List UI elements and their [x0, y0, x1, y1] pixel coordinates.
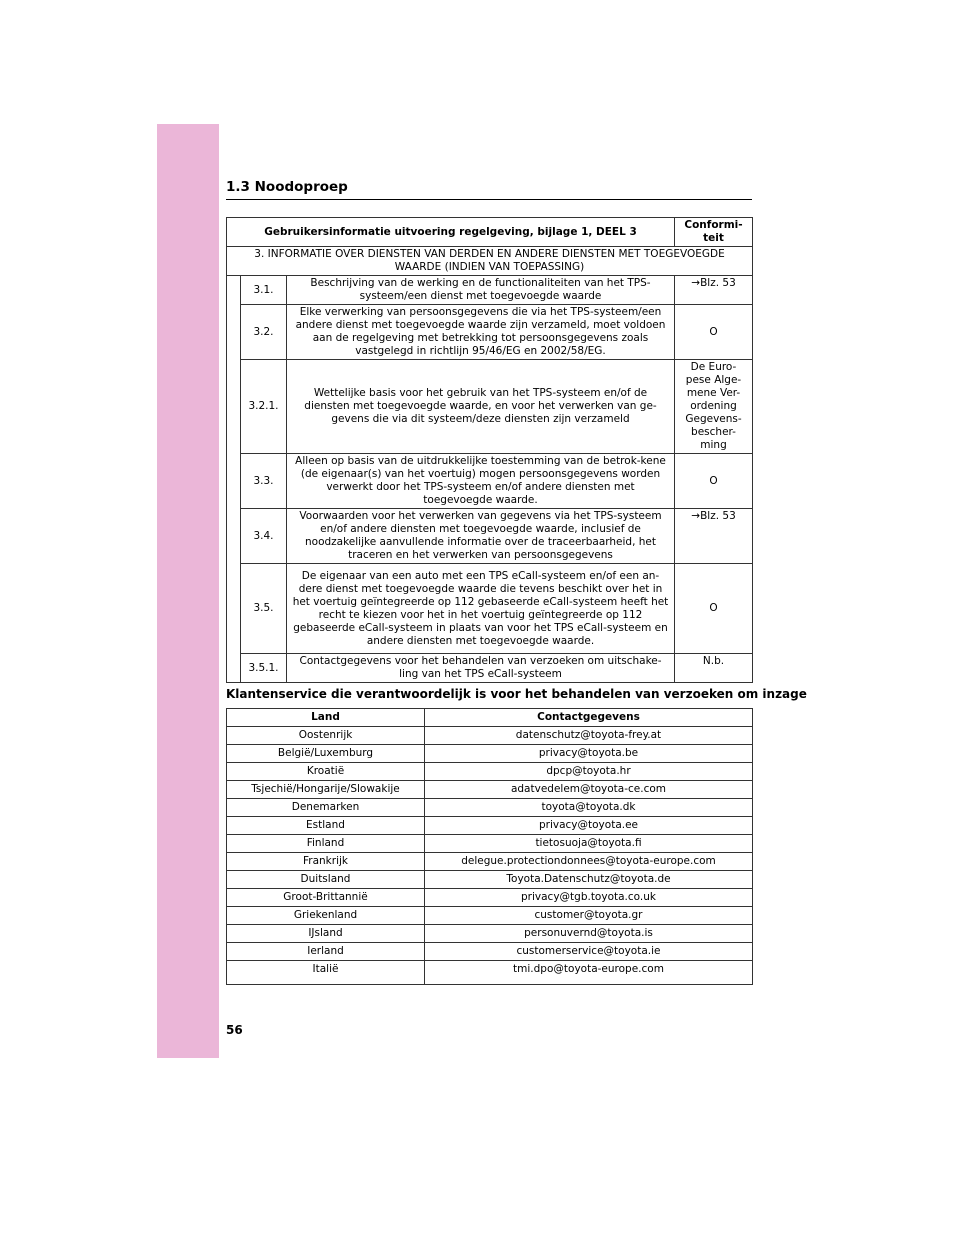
- contact-email: datenschutz@toyota-frey.at: [425, 727, 753, 745]
- contact-email: privacy@toyota.be: [425, 745, 753, 763]
- contact-country: Kroatië: [227, 763, 425, 781]
- info-table-row: [227, 509, 753, 564]
- contact-email: privacy@tgb.toyota.co.uk: [425, 889, 753, 907]
- contact-row: [227, 889, 753, 907]
- contact-country: Tsjechië/Hongarije/Slowakije: [227, 781, 425, 799]
- info-table-row: [227, 305, 753, 360]
- contact-country: Estland: [227, 817, 425, 835]
- contact-row: [227, 745, 753, 763]
- contact-row: [227, 871, 753, 889]
- info-row-indent: [227, 276, 241, 305]
- contact-country: Italië: [227, 961, 425, 985]
- info-row-indent: [227, 564, 241, 654]
- info-row-description: Elke verwerking van persoonsgegevens die via het TPS-systeem/een andere dienst met toegevoegde waarde zijn verzameld, moet voldoen aan de regelgeving met betrekking tot persoonsgegevens zoals vastgelegd in richtlijn 95/46/EG en 2002/58/EG.: [287, 305, 675, 360]
- contact-email: adatvedelem@toyota-ce.com: [425, 781, 753, 799]
- contact-email: customer@toyota.gr: [425, 907, 753, 925]
- info-row-conformity: De Euro- pese Alge- mene Ver- ordening Gegevens- bescher- ming: [675, 360, 753, 454]
- info-row-indent: [227, 654, 241, 683]
- info-row-number: 3.5.: [241, 564, 287, 654]
- contact-country: Frankrijk: [227, 853, 425, 871]
- section-title: 1.3 Noodoproep: [226, 178, 752, 200]
- info-row-indent: [227, 360, 241, 454]
- info-row-number: 3.3.: [241, 454, 287, 509]
- contact-row: [227, 835, 753, 853]
- info-row-conformity: →Blz. 53: [675, 276, 753, 305]
- info-row-number: 3.2.1.: [241, 360, 287, 454]
- contacts-col-contact: Contactgegevens: [425, 709, 753, 727]
- info-table-row: [227, 654, 753, 683]
- contact-email: delegue.protectiondonnees@toyota-europe.com: [425, 853, 753, 871]
- contact-email: personuvernd@toyota.is: [425, 925, 753, 943]
- contact-email: tietosuoja@toyota.fi: [425, 835, 753, 853]
- contact-email: privacy@toyota.ee: [425, 817, 753, 835]
- contact-country: Groot-Brittannië: [227, 889, 425, 907]
- page-content: [226, 178, 807, 985]
- contacts-caption: Klantenservice die verantwoordelijk is voor het behandelen van verzoeken om inzage: [226, 687, 807, 701]
- info-row-description: Contactgegevens voor het behandelen van verzoeken om uitschake-ling van het TPS eCall-systeem: [287, 654, 675, 683]
- info-row-number: 3.1.: [241, 276, 287, 305]
- contacts-col-country: Land: [227, 709, 425, 727]
- contact-row: [227, 763, 753, 781]
- info-row-indent: [227, 305, 241, 360]
- contact-row: [227, 925, 753, 943]
- contact-country: Denemarken: [227, 799, 425, 817]
- contact-country: Ierland: [227, 943, 425, 961]
- contact-row: [227, 907, 753, 925]
- contact-row: [227, 727, 753, 745]
- contact-row: [227, 943, 753, 961]
- info-row-conformity: O: [675, 305, 753, 360]
- info-row-description: Beschrijving van de werking en de functionaliteiten van het TPS-systeem/een dienst met toegevoegde waarde: [287, 276, 675, 305]
- contact-country: IJsland: [227, 925, 425, 943]
- contact-row: [227, 781, 753, 799]
- contact-country: België/Luxemburg: [227, 745, 425, 763]
- info-row-number: 3.5.1.: [241, 654, 287, 683]
- info-section-row: [227, 247, 753, 276]
- info-table-header-row: [227, 218, 753, 247]
- contact-country: Griekenland: [227, 907, 425, 925]
- info-table-row: [227, 454, 753, 509]
- regulation-info-table: [226, 217, 753, 683]
- info-row-number: 3.2.: [241, 305, 287, 360]
- contacts-table: [226, 708, 753, 985]
- info-header-main: Gebruikersinformatie uitvoering regelgeving, bijlage 1, DEEL 3: [227, 218, 675, 247]
- contact-row: [227, 853, 753, 871]
- info-header-conformity: Conformi- teit: [675, 218, 753, 247]
- info-row-conformity: O: [675, 564, 753, 654]
- contact-email: tmi.dpo@toyota-europe.com: [425, 961, 753, 985]
- page-number: 56: [226, 1023, 243, 1037]
- info-section-heading: 3. INFORMATIE OVER DIENSTEN VAN DERDEN EN ANDERE DIENSTEN MET TOEGEVOEGDE WAARDE (INDIEN VAN TOEPASSING): [227, 247, 753, 276]
- info-row-conformity: N.b.: [675, 654, 753, 683]
- info-table-row: [227, 360, 753, 454]
- info-row-conformity: O: [675, 454, 753, 509]
- info-row-indent: [227, 454, 241, 509]
- contact-country: Oostenrijk: [227, 727, 425, 745]
- page-sidebar-tab: [157, 124, 219, 1058]
- contact-row: [227, 961, 753, 985]
- contact-email: toyota@toyota.dk: [425, 799, 753, 817]
- contact-country: Duitsland: [227, 871, 425, 889]
- contact-email: customerservice@toyota.ie: [425, 943, 753, 961]
- info-row-description: Alleen op basis van de uitdrukkelijke toestemming van de betrok-kene (de eigenaar(s) van het voertuig) mogen persoonsgegevens worden verwerkt door het TPS-systeem en/of andere diensten met toegevoegde waarde.: [287, 454, 675, 509]
- contact-email: Toyota.Datenschutz@toyota.de: [425, 871, 753, 889]
- info-table-row: [227, 276, 753, 305]
- contacts-header-row: [227, 709, 753, 727]
- contact-country: Finland: [227, 835, 425, 853]
- info-row-description: Voorwaarden voor het verwerken van gegevens via het TPS-systeem en/of andere diensten met toegevoegde waarde, inclusief de noodzakelijke aanvullende informatie over de traceerbaarheid, het traceren en het verwerken van persoonsgegevens: [287, 509, 675, 564]
- contact-email: dpcp@toyota.hr: [425, 763, 753, 781]
- info-row-conformity: →Blz. 53: [675, 509, 753, 564]
- info-table-row: [227, 564, 753, 654]
- info-row-indent: [227, 509, 241, 564]
- contact-row: [227, 799, 753, 817]
- contact-row: [227, 817, 753, 835]
- info-row-number: 3.4.: [241, 509, 287, 564]
- info-row-description: De eigenaar van een auto met een TPS eCall-systeem en/of een an-dere dienst met toegevoegde waarde die tevens beschikt over het in het voertuig geïntegreerde op 112 gebaseerde eCall-systeem heeft het recht te kiezen voor het in het voertuig geïntegreerde op 112 gebaseerde eCall-systeem in plaats van voor het TPS eCall-systeem en andere diensten met toegevoegde waarde.: [287, 564, 675, 654]
- info-row-description: Wettelijke basis voor het gebruik van het TPS-systeem en/of de diensten met toegevoegde waarde, en voor het verwerken van ge-gevens die via dit systeem/deze diensten zijn verzameld: [287, 360, 675, 454]
